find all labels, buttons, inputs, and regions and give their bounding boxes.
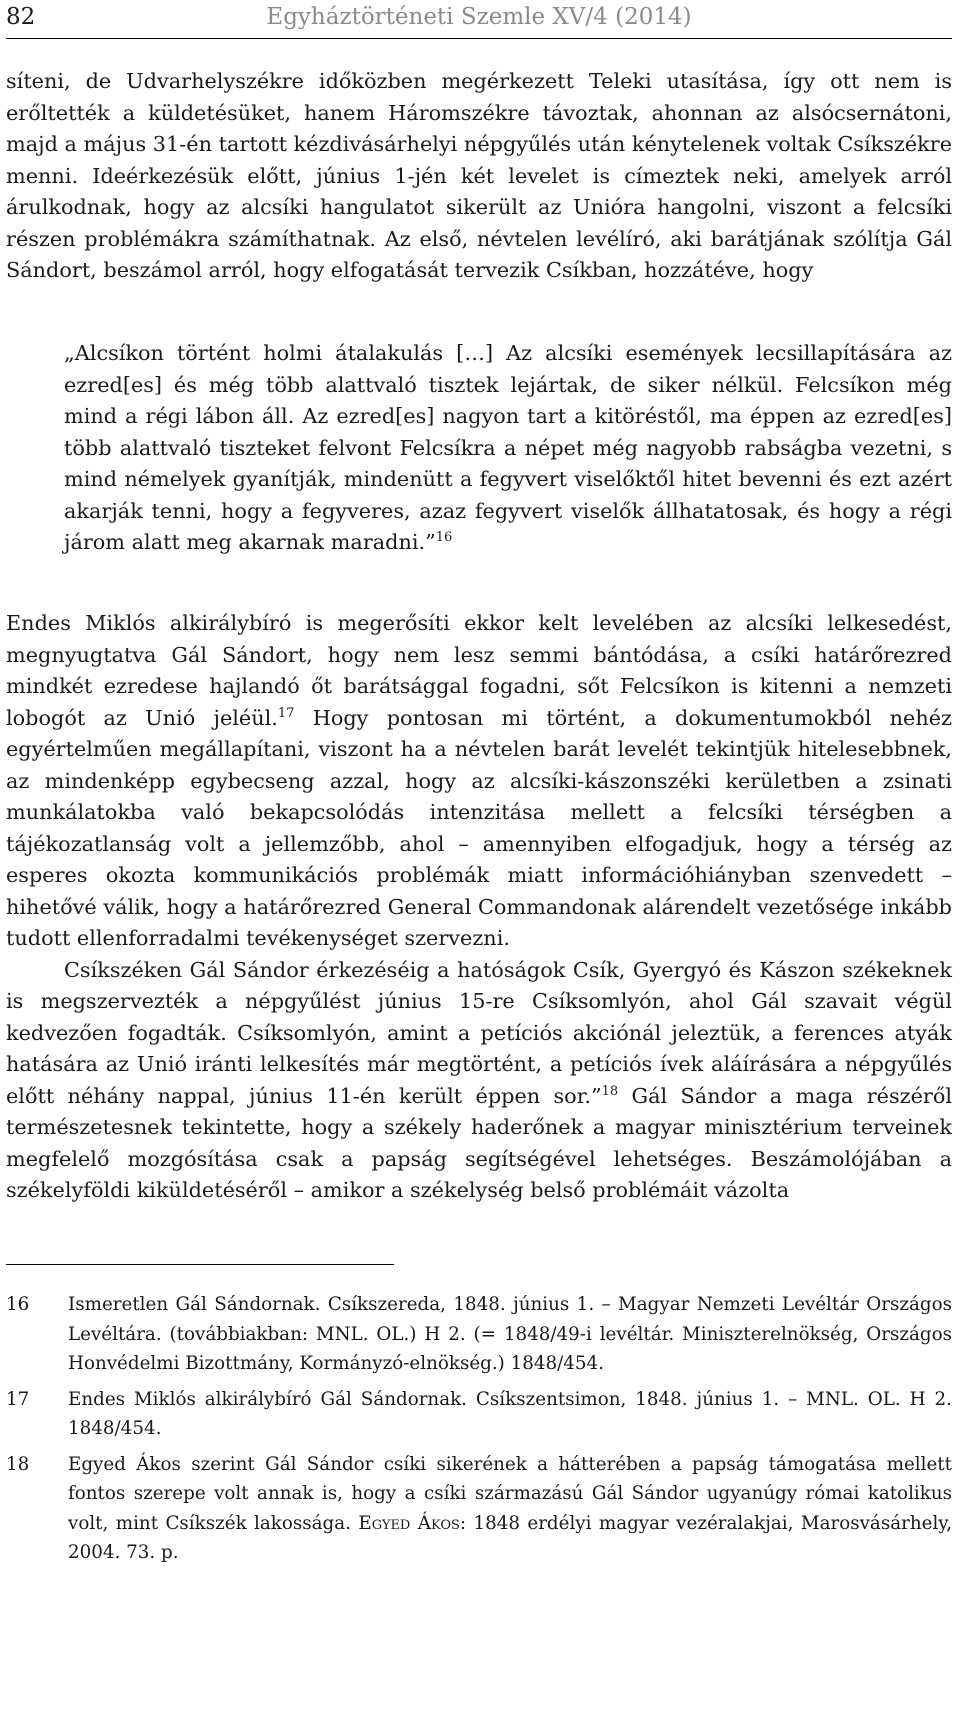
block-quote-text: [64, 338, 952, 559]
footnote-ref-18[interactable]: 18: [601, 1083, 619, 1099]
paragraph-3-text-b: Gál Sándor a maga részéről természetesnek tekintette, hogy a székely haderőnek a magyar minisztérium terveinek megfelelő mozgósítása csak a papság segítségével lehetséges. Beszámolójában a székelyföldi kiküldetéséről – amikor a székelység belső problémáit vázolta: [6, 1083, 952, 1202]
footnote-number: 17: [6, 1388, 30, 1410]
footnotes: [6, 1290, 952, 1574]
footnote-text-a: Egyed Ákos szerint Gál Sándor csíki sikerének a hátterében a papság támogatása mellett fontos szerepe volt annak is, hogy a csíki származású Gál Sándor ugyanúgy római katolikus volt, mint Csíkszék lakossága.: [68, 1453, 952, 1534]
paragraph-2-text-a: Endes Miklós alkirálybíró is megerősíti ekkor kelt levelében az alcsíki lelkesedést, megnyugtatva Gál Sándort, hogy nem lesz semmi bántódása, a csíki határőrezred mindkét ezredese hajlandó őt barátsággal fogadni, sőt Felcsíkon is kitenni a nemzeti lobogót az Unió jeléül.: [6, 611, 952, 730]
block-quote: [64, 338, 952, 559]
footnote-text: Ismeretlen Gál Sándornak. Csíkszereda, 1848. június 1. – Magyar Nemzeti Levéltár Országos Levéltára. (továbbiakban: MNL. OL.) H 2. (= 1848/49-i levéltár. Miniszterelnökség, Országos Honvédelmi Bizottmány, Kormányzó-elnökség.) 1848/454.: [68, 1294, 952, 1374]
footnote-divider: [6, 1264, 394, 1265]
page-number: 82: [6, 4, 36, 30]
footnote-text-b: : 1848 erdélyi magyar vezéralakjai, Marosvásárhely, 2004. 73. p.: [68, 1512, 953, 1563]
paragraph-3-text-a: Csíkszéken Gál Sándor érkezéséig a hatóságok Csík, Gyergyó és Kászon székeknek is megszervezték a népgyűlést június 15-re Csíksomlyón, ahol Gál szavait végül kedvezően fogadták. Csíksomlyón, amint a petíciós akciónál jeleztük, a ferences atyák hatására az Unió iránti lelkesítés már megtörtént, a petíciós ívek aláírására a népgyűlés előtt néhány nappal, június 11-én került éppen sor.”: [6, 957, 952, 1108]
paragraph-1-text: síteni, de Udvarhelyszékre időközben megérkezett Teleki utasítása, így ott nem is erőltették a küldetésüket, hanem Háromszékre távoztak, ahonnan az alsócsernátoni, majd a május 31-én tartott kézdivásárhelyi népgyűlés után kénytelenek voltak Csíkszékre menni. Ideérkezésük előtt, június 1-jén két levelet is címeztek neki, amelyek arról árulkodnak, hogy az alcsíki hangulatot sikerült az Unióra hangolni, viszont a felcsíki részen problémákra számíthatnak. Az első, névtelen levélíró, aki barátjának szólítja Gál Sándort, beszámol arról, hogy elfogatását tervezik Csíkban, hozzátéve, hogy: [6, 69, 952, 282]
page-header: [6, 2, 952, 39]
footnote-author: Egyed Ákos: [358, 1512, 460, 1534]
footnote-ref-17[interactable]: 17: [277, 705, 295, 721]
quote-text: „Alcsíkon történt holmi átalakulás […] Az alcsíki események lecsillapítására az ezred[es] és még több alattvaló tisztek lejártak, de siker nélkül. Felcsíkon még mind a régi lábon áll. Az ezred[es] nagyon tart a kitöréstől, ma éppen az ezred[es] több alattvaló tiszteket felvont Felcsíkra a népet még nagyobb rabságba vezetni, s mind némelyek gyanítják, mindenütt a fegyvert viselőktől hitet bevenni és ezt azért akarják tenni, hogy a fegyveres, azaz fegyvert viselők állhatatosak, és hogy a régi járom alatt meg akarnak maradni.”: [64, 341, 952, 554]
footnote-17: [6, 1385, 952, 1444]
paragraph-1: [6, 66, 952, 287]
body-paragraphs: [6, 608, 952, 1207]
paragraph-2-text-b: Hogy pontosan mi történt, a dokumentumokból nehéz egyértelműen megállapítani, viszont ha a névtelen barát levelét tekintjük hitelesebbnek, az mindenképp egybecseng azzal, hogy az alcsíki-kászonszéki kerületben a zsinati munkálatokba való bekapcsolódás intenzitása mellett a felcsíki térségben a tájékozatlanság volt a jellemzőbb, ahol – amennyiben elfogadjuk, hogy a térség az esperes okozta kommunikációs problémák miatt információhiányban szenvedett – hihetővé válik, hogy a határőrezred General Commandonak alárendelt vezetősége inkább tudott ellenforradalmi tevékenységet szervezni.: [6, 705, 952, 950]
footnote-ref-16[interactable]: 16: [435, 530, 453, 545]
footnote-number: 16: [6, 1294, 30, 1315]
footnote-18: [6, 1450, 952, 1568]
paragraph-2: [6, 608, 952, 955]
footnote-number: 18: [6, 1453, 30, 1475]
footnote-text: Endes Miklós alkirálybíró Gál Sándornak. Csíkszentsimon, 1848. június 1. – MNL. OL. H 2. 1848/454.: [68, 1388, 952, 1439]
paragraph-3: [6, 955, 952, 1207]
journal-title: Egyháztörténeti Szemle XV/4 (2014): [266, 4, 692, 30]
footnote-16: [6, 1290, 952, 1379]
